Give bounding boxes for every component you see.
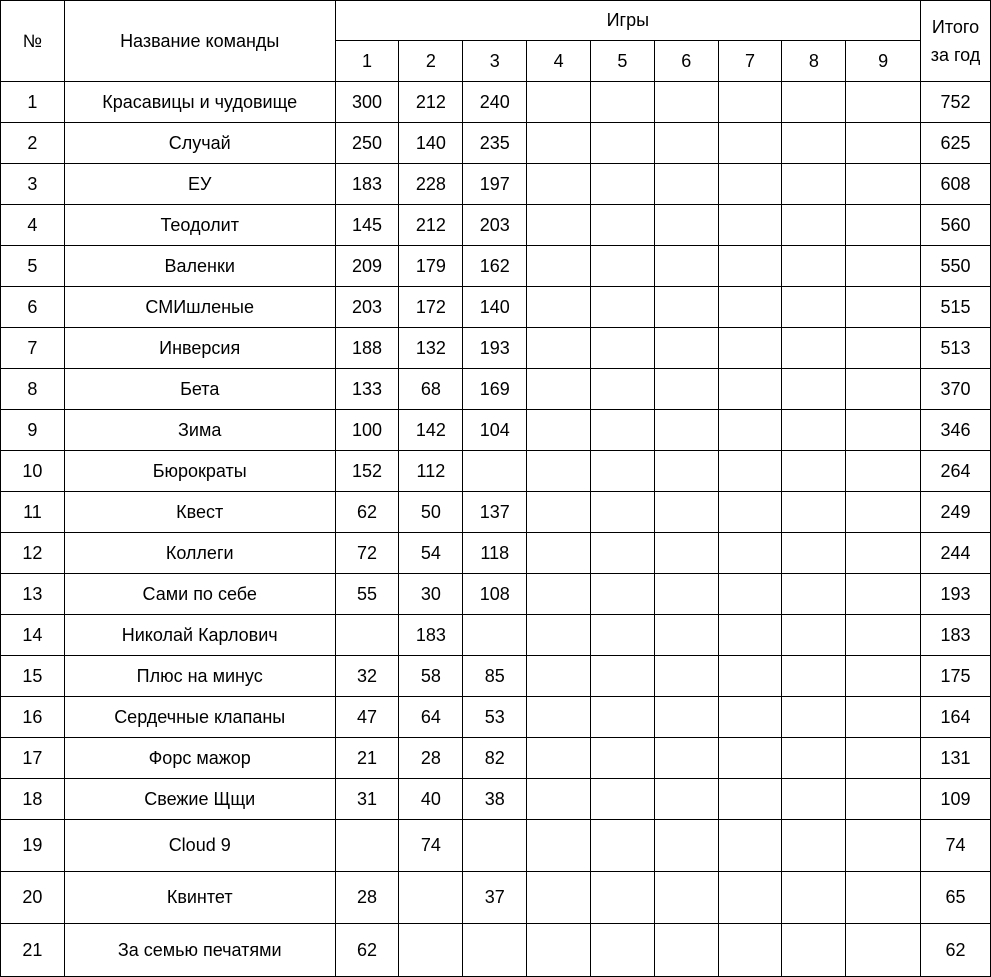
game-score-cell: 142 xyxy=(399,410,463,451)
game-score-cell xyxy=(654,82,718,123)
row-number-cell: 11 xyxy=(1,492,65,533)
game-score-cell xyxy=(591,369,655,410)
game-score-cell xyxy=(846,697,921,738)
year-total-cell: 131 xyxy=(921,738,991,779)
year-total-cell: 244 xyxy=(921,533,991,574)
game-score-cell xyxy=(782,287,846,328)
game-score-cell xyxy=(718,82,782,123)
game-score-cell: 162 xyxy=(463,246,527,287)
year-total-cell: 65 xyxy=(921,872,991,924)
game-score-cell xyxy=(782,451,846,492)
game-score-cell xyxy=(591,246,655,287)
game-score-cell xyxy=(782,328,846,369)
game-score-cell xyxy=(591,656,655,697)
row-number-cell: 20 xyxy=(1,872,65,924)
table-row xyxy=(1,779,991,820)
game-score-cell xyxy=(527,615,591,656)
year-total-cell: 608 xyxy=(921,164,991,205)
game-score-cell xyxy=(718,820,782,872)
games-header: Игры xyxy=(335,1,920,41)
game-score-cell: 228 xyxy=(399,164,463,205)
game-score-cell: 62 xyxy=(335,924,399,977)
game-score-cell: 53 xyxy=(463,697,527,738)
game-score-cell xyxy=(591,164,655,205)
game-score-cell xyxy=(846,123,921,164)
game-score-cell xyxy=(654,779,718,820)
game-score-cell xyxy=(718,574,782,615)
game-score-cell xyxy=(718,492,782,533)
table-row xyxy=(1,738,991,779)
game-score-cell: 235 xyxy=(463,123,527,164)
table-row xyxy=(1,924,991,977)
team-name-cell: За семью печатями xyxy=(64,924,335,977)
team-name-cell: Случай xyxy=(64,123,335,164)
team-name-cell: Cloud 9 xyxy=(64,820,335,872)
table-row xyxy=(1,205,991,246)
row-number-cell: 10 xyxy=(1,451,65,492)
game-score-cell: 104 xyxy=(463,410,527,451)
game-score-cell xyxy=(527,328,591,369)
game-score-cell xyxy=(846,924,921,977)
game-score-cell xyxy=(399,924,463,977)
game-number-header: 2 xyxy=(399,41,463,82)
team-name-cell: Инверсия xyxy=(64,328,335,369)
game-score-cell xyxy=(463,820,527,872)
game-score-cell xyxy=(718,451,782,492)
game-score-cell: 62 xyxy=(335,492,399,533)
table-row xyxy=(1,287,991,328)
table-row xyxy=(1,328,991,369)
game-score-cell xyxy=(654,924,718,977)
year-total-cell: 164 xyxy=(921,697,991,738)
game-score-cell xyxy=(591,574,655,615)
row-number-cell: 1 xyxy=(1,82,65,123)
game-score-cell: 145 xyxy=(335,205,399,246)
table-row xyxy=(1,492,991,533)
game-score-cell xyxy=(654,369,718,410)
game-score-cell xyxy=(654,615,718,656)
game-score-cell: 240 xyxy=(463,82,527,123)
team-name-header: Название команды xyxy=(64,1,335,82)
game-score-cell xyxy=(782,924,846,977)
game-score-cell xyxy=(782,656,846,697)
game-score-cell xyxy=(654,205,718,246)
game-score-cell: 37 xyxy=(463,872,527,924)
game-score-cell: 203 xyxy=(463,205,527,246)
game-score-cell xyxy=(527,287,591,328)
row-number-cell: 2 xyxy=(1,123,65,164)
year-total-cell: 249 xyxy=(921,492,991,533)
game-score-cell xyxy=(718,872,782,924)
game-score-cell: 193 xyxy=(463,328,527,369)
game-score-cell xyxy=(591,533,655,574)
row-number-cell: 14 xyxy=(1,615,65,656)
game-score-cell xyxy=(846,615,921,656)
game-score-cell xyxy=(527,872,591,924)
game-score-cell xyxy=(591,82,655,123)
team-name-cell: Николай Карлович xyxy=(64,615,335,656)
year-total-cell: 62 xyxy=(921,924,991,977)
game-score-cell xyxy=(591,615,655,656)
row-number-cell: 13 xyxy=(1,574,65,615)
game-score-cell xyxy=(527,164,591,205)
game-score-cell xyxy=(527,924,591,977)
game-score-cell xyxy=(591,697,655,738)
team-name-cell: Квест xyxy=(64,492,335,533)
game-score-cell: 300 xyxy=(335,82,399,123)
team-name-cell: Зима xyxy=(64,410,335,451)
game-number-header: 3 xyxy=(463,41,527,82)
team-name-cell: Форс мажор xyxy=(64,738,335,779)
year-total-cell: 264 xyxy=(921,451,991,492)
game-score-cell xyxy=(654,410,718,451)
game-number-header: 8 xyxy=(782,41,846,82)
team-name-cell: Бюрократы xyxy=(64,451,335,492)
game-score-cell xyxy=(846,410,921,451)
game-score-cell: 64 xyxy=(399,697,463,738)
game-score-cell xyxy=(591,820,655,872)
game-score-cell xyxy=(527,820,591,872)
game-score-cell xyxy=(718,369,782,410)
game-score-cell xyxy=(718,164,782,205)
year-total-cell: 550 xyxy=(921,246,991,287)
game-score-cell xyxy=(654,574,718,615)
game-score-cell xyxy=(718,287,782,328)
game-score-cell xyxy=(591,872,655,924)
table-row xyxy=(1,533,991,574)
game-score-cell: 137 xyxy=(463,492,527,533)
game-score-cell: 30 xyxy=(399,574,463,615)
game-score-cell xyxy=(846,779,921,820)
game-score-cell xyxy=(782,410,846,451)
row-number-cell: 8 xyxy=(1,369,65,410)
game-score-cell xyxy=(654,246,718,287)
row-number-cell: 7 xyxy=(1,328,65,369)
game-number-header: 4 xyxy=(527,41,591,82)
header-row-top xyxy=(1,1,991,41)
table-row xyxy=(1,574,991,615)
game-score-cell: 40 xyxy=(399,779,463,820)
table-row xyxy=(1,615,991,656)
game-score-cell xyxy=(654,872,718,924)
team-name-cell: СМИшленые xyxy=(64,287,335,328)
game-score-cell xyxy=(718,410,782,451)
team-name-cell: Свежие Щщи xyxy=(64,779,335,820)
year-total-cell: 560 xyxy=(921,205,991,246)
table-row xyxy=(1,369,991,410)
team-name-cell: Сердечные клапаны xyxy=(64,697,335,738)
row-number-cell: 9 xyxy=(1,410,65,451)
game-score-cell xyxy=(846,451,921,492)
game-score-cell xyxy=(591,492,655,533)
game-score-cell xyxy=(718,738,782,779)
game-score-cell xyxy=(782,533,846,574)
game-score-cell: 183 xyxy=(335,164,399,205)
team-name-cell: Сами по себе xyxy=(64,574,335,615)
game-score-cell xyxy=(527,492,591,533)
game-score-cell xyxy=(527,123,591,164)
game-score-cell xyxy=(846,369,921,410)
game-score-cell: 55 xyxy=(335,574,399,615)
game-score-cell xyxy=(591,738,655,779)
game-score-cell xyxy=(654,451,718,492)
game-score-cell xyxy=(782,872,846,924)
table-row xyxy=(1,410,991,451)
game-score-cell: 140 xyxy=(463,287,527,328)
game-score-cell: 54 xyxy=(399,533,463,574)
year-total-header-line1: Итого xyxy=(931,17,980,37)
year-total-cell: 183 xyxy=(921,615,991,656)
game-score-cell xyxy=(463,924,527,977)
team-name-cell: Красавицы и чудовище xyxy=(64,82,335,123)
row-number-cell: 3 xyxy=(1,164,65,205)
game-score-cell: 209 xyxy=(335,246,399,287)
game-score-cell xyxy=(718,656,782,697)
team-name-cell: Плюс на минус xyxy=(64,656,335,697)
team-name-cell: Коллеги xyxy=(64,533,335,574)
game-score-cell xyxy=(463,615,527,656)
table-row xyxy=(1,820,991,872)
year-total-header-line2: за год xyxy=(930,45,981,65)
game-score-cell xyxy=(654,533,718,574)
table-row xyxy=(1,246,991,287)
game-score-cell xyxy=(654,492,718,533)
game-score-cell xyxy=(718,924,782,977)
game-score-cell: 152 xyxy=(335,451,399,492)
year-total-cell: 175 xyxy=(921,656,991,697)
game-score-cell: 140 xyxy=(399,123,463,164)
game-number-header: 6 xyxy=(654,41,718,82)
game-score-cell xyxy=(846,656,921,697)
game-score-cell: 32 xyxy=(335,656,399,697)
game-score-cell xyxy=(782,738,846,779)
game-score-cell xyxy=(654,123,718,164)
game-score-cell: 188 xyxy=(335,328,399,369)
game-score-cell xyxy=(782,697,846,738)
game-score-cell xyxy=(782,820,846,872)
game-number-header: 5 xyxy=(591,41,655,82)
game-score-cell xyxy=(718,779,782,820)
row-number-cell: 21 xyxy=(1,924,65,977)
game-score-cell: 112 xyxy=(399,451,463,492)
table-row xyxy=(1,697,991,738)
team-name-cell: Теодолит xyxy=(64,205,335,246)
game-score-cell: 38 xyxy=(463,779,527,820)
game-score-cell xyxy=(782,246,846,287)
game-number-header: 7 xyxy=(718,41,782,82)
game-score-cell xyxy=(846,246,921,287)
game-score-cell xyxy=(527,205,591,246)
game-score-cell: 212 xyxy=(399,205,463,246)
game-score-cell: 74 xyxy=(399,820,463,872)
game-score-cell xyxy=(782,369,846,410)
year-total-cell: 370 xyxy=(921,369,991,410)
game-score-cell xyxy=(718,123,782,164)
year-total-cell: 513 xyxy=(921,328,991,369)
game-score-cell: 58 xyxy=(399,656,463,697)
year-total-cell: 193 xyxy=(921,574,991,615)
game-score-cell: 100 xyxy=(335,410,399,451)
row-number-cell: 16 xyxy=(1,697,65,738)
table-body xyxy=(1,82,991,977)
game-score-cell xyxy=(718,205,782,246)
game-number-header: 1 xyxy=(335,41,399,82)
game-score-cell xyxy=(463,451,527,492)
game-score-cell: 132 xyxy=(399,328,463,369)
game-score-cell xyxy=(527,451,591,492)
game-score-cell: 108 xyxy=(463,574,527,615)
game-score-cell: 82 xyxy=(463,738,527,779)
year-total-header xyxy=(921,1,991,82)
game-score-cell: 85 xyxy=(463,656,527,697)
game-score-cell: 172 xyxy=(399,287,463,328)
game-score-cell: 72 xyxy=(335,533,399,574)
game-score-cell: 212 xyxy=(399,82,463,123)
game-score-cell: 50 xyxy=(399,492,463,533)
team-name-cell: Бета xyxy=(64,369,335,410)
game-score-cell xyxy=(654,697,718,738)
game-score-cell xyxy=(782,492,846,533)
game-score-cell xyxy=(718,697,782,738)
game-score-cell xyxy=(654,656,718,697)
table-row xyxy=(1,451,991,492)
game-score-cell xyxy=(782,205,846,246)
year-total-cell: 752 xyxy=(921,82,991,123)
game-score-cell xyxy=(591,451,655,492)
row-number-cell: 17 xyxy=(1,738,65,779)
game-score-cell: 21 xyxy=(335,738,399,779)
game-score-cell xyxy=(654,164,718,205)
game-score-cell xyxy=(782,164,846,205)
game-score-cell xyxy=(846,492,921,533)
game-score-cell xyxy=(591,410,655,451)
game-score-cell xyxy=(527,779,591,820)
game-score-cell xyxy=(846,328,921,369)
table-row xyxy=(1,164,991,205)
game-score-cell xyxy=(335,615,399,656)
game-score-cell xyxy=(846,205,921,246)
row-number-cell: 5 xyxy=(1,246,65,287)
team-name-cell: ЕУ xyxy=(64,164,335,205)
game-score-cell xyxy=(782,82,846,123)
game-score-cell xyxy=(591,328,655,369)
table-row xyxy=(1,123,991,164)
game-score-cell xyxy=(591,123,655,164)
game-score-cell: 31 xyxy=(335,779,399,820)
game-score-cell xyxy=(718,246,782,287)
game-score-cell xyxy=(527,656,591,697)
game-score-cell: 250 xyxy=(335,123,399,164)
year-total-cell: 74 xyxy=(921,820,991,872)
game-score-cell: 47 xyxy=(335,697,399,738)
game-score-cell xyxy=(527,574,591,615)
year-total-cell: 109 xyxy=(921,779,991,820)
game-score-cell: 118 xyxy=(463,533,527,574)
game-score-cell xyxy=(846,872,921,924)
game-score-cell xyxy=(718,328,782,369)
row-number-cell: 4 xyxy=(1,205,65,246)
game-score-cell: 68 xyxy=(399,369,463,410)
team-name-cell: Квинтет xyxy=(64,872,335,924)
row-number-cell: 12 xyxy=(1,533,65,574)
table-row xyxy=(1,82,991,123)
table-header xyxy=(1,1,991,82)
game-score-cell: 179 xyxy=(399,246,463,287)
game-score-cell xyxy=(527,246,591,287)
game-score-cell xyxy=(591,924,655,977)
game-score-cell xyxy=(654,287,718,328)
game-score-cell: 197 xyxy=(463,164,527,205)
game-score-cell: 169 xyxy=(463,369,527,410)
row-number-cell: 18 xyxy=(1,779,65,820)
game-score-cell xyxy=(782,123,846,164)
game-score-cell xyxy=(846,738,921,779)
game-score-cell xyxy=(846,287,921,328)
number-header: № xyxy=(1,1,65,82)
row-number-cell: 15 xyxy=(1,656,65,697)
game-score-cell: 203 xyxy=(335,287,399,328)
game-score-cell xyxy=(527,533,591,574)
table-row xyxy=(1,656,991,697)
game-score-cell xyxy=(846,164,921,205)
game-score-cell xyxy=(591,287,655,328)
row-number-cell: 19 xyxy=(1,820,65,872)
game-score-cell xyxy=(782,615,846,656)
game-score-cell xyxy=(718,533,782,574)
game-score-cell xyxy=(527,738,591,779)
game-score-cell xyxy=(654,820,718,872)
game-score-cell: 133 xyxy=(335,369,399,410)
team-name-cell: Валенки xyxy=(64,246,335,287)
game-score-cell xyxy=(846,574,921,615)
game-score-cell xyxy=(846,820,921,872)
game-score-cell xyxy=(527,697,591,738)
game-score-cell xyxy=(782,779,846,820)
game-score-cell xyxy=(846,82,921,123)
game-score-cell xyxy=(654,738,718,779)
year-total-cell: 625 xyxy=(921,123,991,164)
game-score-cell xyxy=(527,369,591,410)
game-number-header: 9 xyxy=(846,41,921,82)
game-score-cell: 28 xyxy=(335,872,399,924)
game-score-cell xyxy=(591,205,655,246)
game-score-cell xyxy=(591,779,655,820)
row-number-cell: 6 xyxy=(1,287,65,328)
game-score-cell xyxy=(654,328,718,369)
game-score-cell: 183 xyxy=(399,615,463,656)
year-total-cell: 515 xyxy=(921,287,991,328)
game-score-cell xyxy=(782,574,846,615)
game-score-cell xyxy=(335,820,399,872)
table-row xyxy=(1,872,991,924)
game-score-cell xyxy=(399,872,463,924)
game-score-cell xyxy=(846,533,921,574)
game-score-cell xyxy=(718,615,782,656)
year-total-cell: 346 xyxy=(921,410,991,451)
game-score-cell: 28 xyxy=(399,738,463,779)
game-score-cell xyxy=(527,82,591,123)
game-score-cell xyxy=(527,410,591,451)
